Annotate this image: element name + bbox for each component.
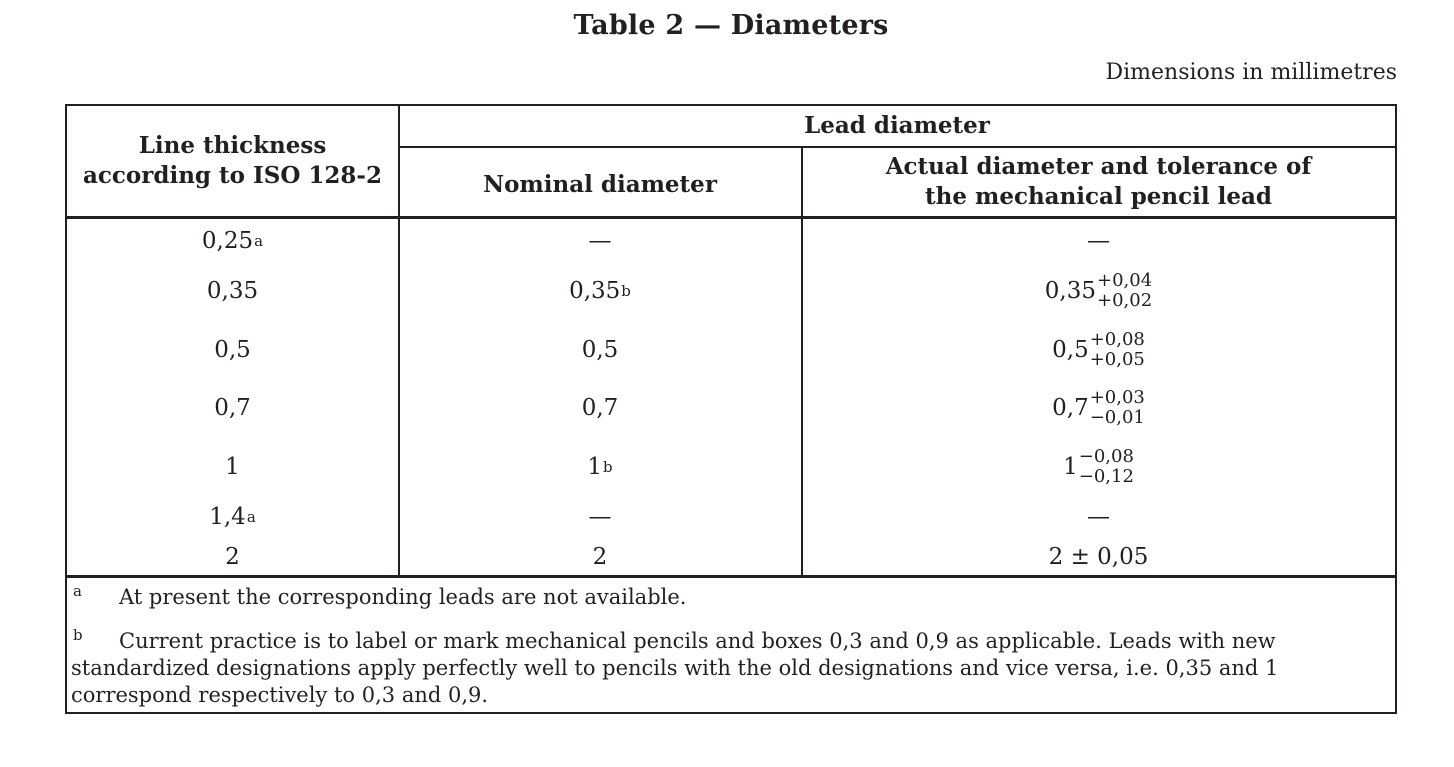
base-value: 0,7 <box>1052 395 1089 421</box>
cell-nominal-diameter <box>399 328 801 372</box>
cell-nominal-diameter <box>399 386 801 430</box>
tolerance-lower: −0,12 <box>1078 466 1134 487</box>
footnote-reference: a <box>254 232 264 250</box>
header-lead-diameter: Lead diameter <box>804 112 990 139</box>
cell-line-thickness <box>67 535 398 579</box>
cell-nominal-diameter <box>399 495 801 539</box>
cell-actual-diameter <box>802 386 1395 430</box>
footnote-text: At present the corresponding leads are not available. <box>119 585 687 609</box>
cell-value: 0,5 <box>214 337 251 363</box>
diameters-table <box>65 104 1397 714</box>
footnote-b <box>71 628 1389 709</box>
cell-value: 1 <box>587 454 603 480</box>
tolerance-upper: +0,08 <box>1089 329 1145 350</box>
tolerance-lower: +0,02 <box>1097 290 1153 311</box>
tolerance-stack <box>1090 330 1145 370</box>
cell-actual-diameter <box>802 219 1395 263</box>
cell-line-thickness <box>67 445 398 489</box>
cell-value: 0,35 <box>206 278 259 304</box>
cell-line-thickness <box>67 269 398 313</box>
tolerance-value <box>1045 271 1152 311</box>
cell-value: 2 <box>592 544 608 570</box>
header-line-thickness: Line thickness according to ISO 128-2 <box>83 132 382 189</box>
cell-value: — <box>1087 504 1110 530</box>
tolerance-value <box>1052 330 1145 370</box>
cell-nominal-diameter <box>399 535 801 579</box>
cell-value: 1 <box>225 454 240 480</box>
footnote-reference: b <box>603 458 613 476</box>
cell-value: 0,25 <box>201 228 254 254</box>
cell-value: 0,7 <box>214 395 251 421</box>
cell-value: — <box>588 504 612 530</box>
tolerance-lower: −0,01 <box>1089 407 1145 428</box>
tolerance-stack <box>1090 388 1145 428</box>
cell-value: 0,7 <box>581 395 619 421</box>
cell-nominal-diameter <box>399 445 801 489</box>
tolerance-value <box>1063 447 1134 487</box>
cell-line-thickness <box>67 495 398 539</box>
header-actual-diameter: Actual diameter and tolerance of the mechanical pencil lead <box>885 152 1312 210</box>
cell-actual-diameter <box>802 269 1395 313</box>
cell-line-thickness <box>67 219 398 263</box>
tolerance-upper: +0,04 <box>1097 270 1153 291</box>
header-nominal-diameter: Nominal diameter <box>483 170 717 198</box>
cell-value: 1,4 <box>209 504 246 530</box>
cell-actual-diameter <box>802 495 1395 539</box>
tolerance-stack <box>1097 271 1152 311</box>
cell-value: — <box>1087 228 1110 254</box>
tolerance-lower: +0,05 <box>1089 349 1145 370</box>
base-value: 0,5 <box>1052 337 1089 363</box>
cell-line-thickness <box>67 328 398 372</box>
cell-actual-diameter <box>802 445 1395 489</box>
cell-nominal-diameter <box>399 269 801 313</box>
tolerance-upper: +0,03 <box>1089 387 1145 408</box>
footnote-reference: b <box>621 282 631 300</box>
footnote-mark: b <box>73 626 83 644</box>
footnote-reference: a <box>246 508 256 526</box>
cell-actual-diameter <box>802 328 1395 372</box>
footnote-text: Current practice is to label or mark mechanical pencils and boxes 0,3 and 0,9 as applicable. Leads with new standardized designations apply perfectly well to pencils with the old designations and vice versa, i.e. 0,35 and 1 correspond respectively to 0,3 and 0,9. <box>71 629 1279 707</box>
tolerance-value <box>1052 388 1145 428</box>
footnote-a <box>71 584 1389 611</box>
table-title: Table 2 — Diameters <box>573 10 889 41</box>
tolerance-upper: −0,08 <box>1078 446 1134 467</box>
cell-actual-diameter <box>802 535 1395 579</box>
cell-value: 0,5 <box>581 337 619 363</box>
base-value: 0,35 <box>1044 278 1097 304</box>
cell-nominal-diameter <box>399 219 801 263</box>
dimensions-note: Dimensions in millimetres <box>1105 60 1397 85</box>
cell-line-thickness <box>67 386 398 430</box>
cell-value: 2 ± 0,05 <box>1048 544 1149 570</box>
tolerance-stack <box>1079 447 1134 487</box>
base-value: 1 <box>1063 454 1078 480</box>
footnote-mark: a <box>73 582 82 600</box>
cell-value: 2 <box>225 544 240 570</box>
cell-value: 0,35 <box>569 278 621 304</box>
cell-value: — <box>588 228 612 254</box>
